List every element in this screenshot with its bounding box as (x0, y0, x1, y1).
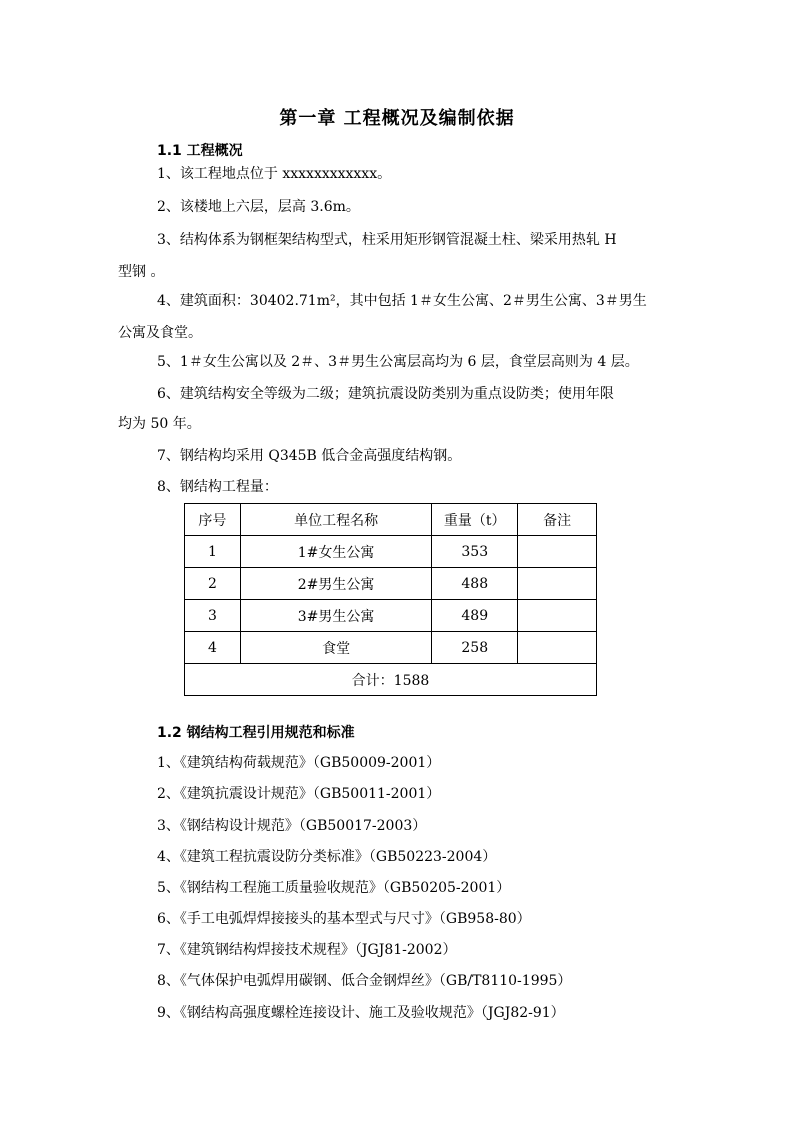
item-5: 5、1＃女生公寓以及 2＃、3＃男生公寓层高均为 6 层，食堂层高则为 4 层。 (157, 354, 639, 370)
item-7: 7、钢结构均采用 Q345B 低合金高强度结构钢。 (157, 448, 462, 464)
table-cell (518, 568, 597, 600)
table-cell: 4 (185, 632, 241, 664)
table-cell (518, 600, 597, 632)
table-cell: 489 (432, 600, 518, 632)
reference-item-3: 3、《钢结构设计规范》（GB50017-2003） (157, 818, 427, 834)
item-3-line1: 3、结构体系为钢框架结构型式，柱采用矩形钢管混凝土柱、梁采用热轧 H (157, 232, 617, 248)
item-4-line2: 公寓及食堂。 (118, 325, 202, 341)
table-cell: 488 (432, 568, 518, 600)
reference-item-8: 8、《气体保护电弧焊用碳钢、低合金钢焊丝》（GB/T8110-1995） (157, 973, 572, 989)
section-heading-1-1: 1.1 工程概况 (157, 143, 243, 159)
table-cell: 353 (432, 536, 518, 568)
table-total-cell: 合计：1588 (185, 664, 597, 696)
table-cell: 食堂 (240, 632, 431, 664)
table-cell: 258 (432, 632, 518, 664)
table-cell (518, 536, 597, 568)
item-8: 8、钢结构工程量： (157, 479, 278, 495)
table-cell: 3#男生公寓 (240, 600, 431, 632)
item-2: 2、该楼地上六层，层高 3.6m。 (157, 199, 360, 215)
reference-item-6: 6、《手工电弧焊焊接接头的基本型式与尺寸》（GB958-80） (157, 911, 531, 927)
chapter-title: 第一章 工程概况及编制依据 (279, 108, 515, 129)
table-row (185, 632, 597, 664)
item-6-line2: 均为 50 年。 (118, 416, 201, 432)
header-cell: 序号 (185, 504, 241, 536)
table-cell (518, 632, 597, 664)
table-cell: 1 (185, 536, 241, 568)
table-row (185, 568, 597, 600)
item-3-line2: 型钢 。 (118, 264, 165, 280)
item-1: 1、该工程地点位于 xxxxxxxxxxxx。 (157, 166, 392, 182)
table-cell: 1#女生公寓 (240, 536, 431, 568)
header-cell: 备注 (518, 504, 597, 536)
table-cell: 2 (185, 568, 241, 600)
table-row (185, 600, 597, 632)
header-cell: 单位工程名称 (240, 504, 431, 536)
reference-item-5: 5、《钢结构工程施工质量验收规范》（GB50205-2001） (157, 880, 511, 896)
steel-quantity-table (184, 503, 597, 696)
header-cell: 重量（t） (432, 504, 518, 536)
table-cell: 2#男生公寓 (240, 568, 431, 600)
reference-item-9: 9、《钢结构高强度螺栓连接设计、施工及验收规范》（JGJ82-91） (157, 1005, 565, 1021)
item-6-line1: 6、建筑结构安全等级为二级；建筑抗震设防类别为重点设防类；使用年限 (157, 386, 614, 402)
table-header-row (185, 504, 597, 536)
reference-item-2: 2、《建筑抗震设计规范》（GB50011-2001） (157, 786, 441, 802)
table-row (185, 536, 597, 568)
section-heading-1-2: 1.2 钢结构工程引用规范和标准 (157, 725, 355, 741)
table-cell: 3 (185, 600, 241, 632)
item-4-line1: 4、建筑面积：30402.71m²，其中包括 1＃女生公寓、2＃男生公寓、3＃男生 (157, 293, 647, 309)
reference-item-1: 1、《建筑结构荷载规范》（GB50009-2001） (157, 755, 441, 771)
reference-item-7: 7、《建筑钢结构焊接技术规程》（JGJ81-2002） (157, 942, 457, 958)
table-total-row (185, 664, 597, 696)
reference-item-4: 4、《建筑工程抗震设防分类标准》（GB50223-2004） (157, 849, 497, 865)
